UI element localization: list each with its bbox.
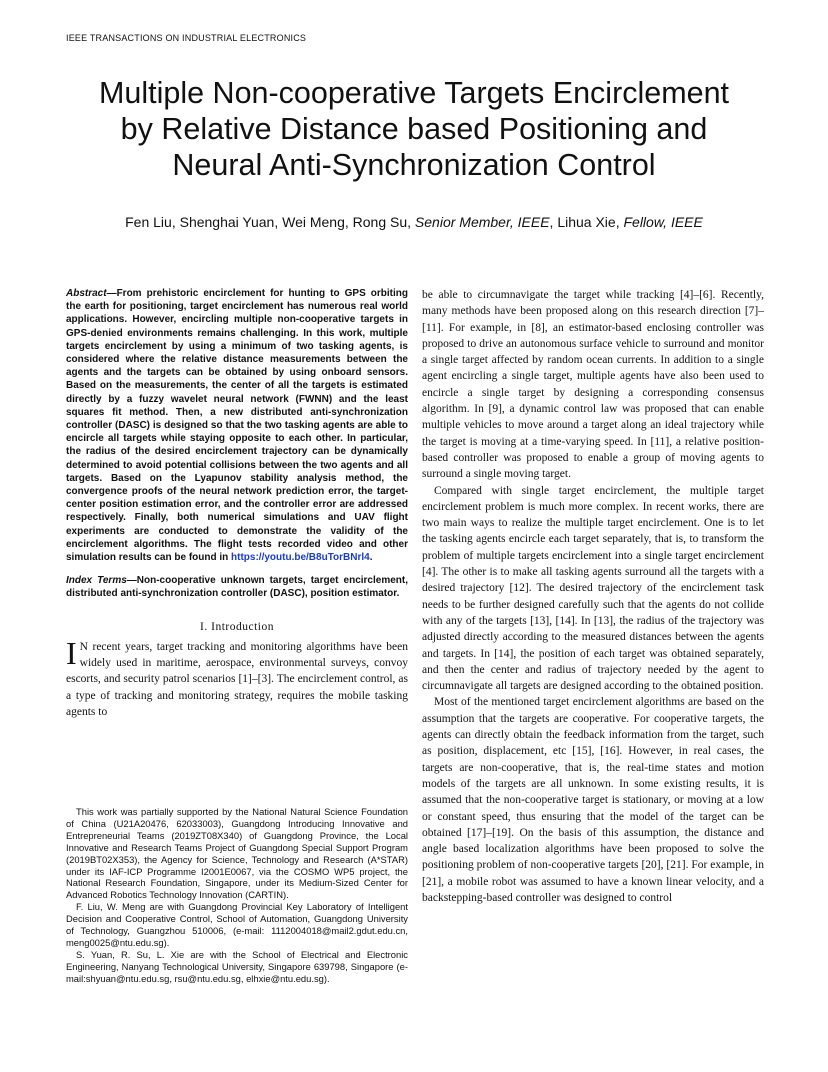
video-link[interactable]: https://youtu.be/B8uTorBNrl4 [231,552,370,564]
footnote-affiliation-2: S. Yuan, R. Su, L. Xie are with the School of Electrical and Electronic Engineering, Nanyang Technological University, Singapore 639798, Singapore (e-mail:shyuan@ntu.edu.sg, rsu@ntu.edu.sg, elhxie@ntu.edu.sg). [66,948,408,984]
section-heading: I. Introduction [200,620,274,633]
intro-text: N recent years, target tracking and monitoring algorithms have been widely used in maritime, aerospace, environmental surveys, convoy escorts, and security patrol scenarios [1]–[3]. The encirclement control, as a type of tracking and monitoring strategy, requires the mobile tasking agents to [66,640,408,718]
title-line-1: Multiple Non-cooperative Targets Encirclement [98,76,730,110]
right-paragraph-3: Most of the mentioned target encirclement algorithms are based on the assumption that the targets are cooperative. For cooperative targets, the agents can directly obtain the feedback information from the target, such as position, displacement, etc [15], [16]. However, in real cases, the targets are non-cooperative, that is, the real-time states and motion models of the targets are all unknown. In some existing results, it is assumed that the non-cooperative target is stationary, or moving at a low or constant speed, thus ensuring that the model of the target can be obtained [17]–[19]. On the basis of this assumption, the distance and angle based localization algorithms have been proposed to solve the positioning problem of non-cooperative targets [20], [21]. For example, in [21], a mobile robot was assumed to have a known linear velocity, and a backstepping-based controller was designed to control [422,696,764,904]
dropcap: I [66,634,77,671]
title-line-2: by Relative Distance based Positioning and [120,112,708,146]
abstract-end: . [369,552,373,564]
paper-title [60,75,768,183]
title-line-3: Neural Anti-Synchronization Control [172,148,656,182]
abstract-label: Abstract [66,288,107,299]
journal-header: IEEE TRANSACTIONS ON INDUSTRIAL ELECTRONICS [66,33,307,43]
author-names-a: Fen Liu, Shenghai Yuan, Wei Meng, Rong Su, [125,214,415,230]
abstract-text: —From prehistoric encirclement for hunting to GPS orbiting the earth for positioning, target encirclement has numerous real world applications. However, encircling multiple non-cooperative targets in GPS-denied environments remains challenging. In this work, multiple targets encirclement by using a minimum of two tasking agents, is considered where the relative distance measurements between the agents and the targets can be obtained by using onboard sensors. Based on the measurements, the center of all the targets is estimated directly by a fuzzy wavelet neural network (FWNN) and the least squares fit method. Then, a new distributed anti-synchronization controller (DASC) is designed so that the two tasking agents are able to encircle all targets while staying opposite to each other. In particular, the radius of the desired encirclement trajectory can be dynamically determined to avoid potential collisions between the two agents and all targets. Based on the Lyapunov stability analysis method, the convergence proofs of the neural network prediction error, the target-center position estimation error, and the controller error are addressed respectively. Finally, both numerical simulations and UAV flight experiments are conducted to demonstrate the validity of the encirclement algorithms. The flight tests recorded video and other simulation results can be found in [66,288,408,564]
author-list [60,214,768,230]
abstract [66,287,408,564]
right-paragraph-1: be able to circumnavigate the target while tracking [4]–[6]. Recently, many methods have been proposed along on this research direction [7]–[11]. For example, in [8], an estimator-based enclosing controller was proposed to drive an autonomous surface vehicle to surround and monitor a single target affected by random ocean currents. In addition to a single agent encircling a single target, multiple agents have also been used to encircle a single target by designing a corresponding consensus algorithm. In [9], a dynamic control law was proposed that can enable multiple vehicles to move around a target along an ideal trajectory while the target is moving at a time-varying speed. In [11], a relative position-based controller was proposed to enable a group of moving agents to surround a single moving target. [422,289,764,481]
author-role-b: Fellow, IEEE [623,214,703,230]
footnote-funding: This work was partially supported by the National Natural Science Foundation of China (U21A20476, 62033003), Guangdong Introducing Innovative and Entrepreneurial Teams (2019ZT08X340) of Guangdong Province, the Local Innovative and Research Teams Project of Guangdong Special Support Program (2019BT02X353), the Agency for Science, Technology and Research (A*STAR) under its IAF-ICP Programme I2001E0067, via the COSMO WP5 project, the National Research Foundation, Singapore, under its Medium-Sized Center for Advanced Robotics Technology Innovation (CARTIN). [66,806,408,901]
footnotes [66,806,408,985]
index-terms [66,574,408,600]
index-terms-text: —Non-cooperative unknown targets, target encirclement, distributed anti-synchronization controller (DASC), position estimator. [66,575,408,600]
right-paragraph-2: Compared with single target encirclement, the multiple target encirclement problem is much more complex. In recent works, there are two main ways to realize the multiple target encirclement. One is to let the tasking agents encircle each target separately, that is, to transform the problem of multiple targets encirclement into a single target encirclement [4]. The other is to make all tasking agents surround all the targets with a desired trajectory [12]. The desired trajectory of the encirclement task needs to be further designed carefully such that the agents do not collide with any of the targets [13], [14]. In [13], the radius of the trajectory was adjusted directly according to the measured distances between the agents and targets. In [14], the position of each target was obtained separately, and then the center and radius of trajectory needed by the agent to circumnavigate all targets are designed according to the obtained position. [422,484,764,693]
footnote-affiliation-1: F. Liu, W. Meng are with Guangdong Provincial Key Laboratory of Intelligent Decision and Cooperative Control, School of Automation, Guangdong University of Technology, Guangzhou 510006, (e-mail: 1112004018@mail2.gdut.edu.cn, meng0025@ntu.edu.sg). [66,901,408,948]
author-role-a: Senior Member, IEEE [414,214,550,230]
intro-paragraph [66,634,408,720]
index-terms-label: Index Terms [66,575,127,587]
right-column [422,287,764,906]
left-column [66,287,408,720]
author-names-b: , Lihua Xie, [549,214,624,230]
